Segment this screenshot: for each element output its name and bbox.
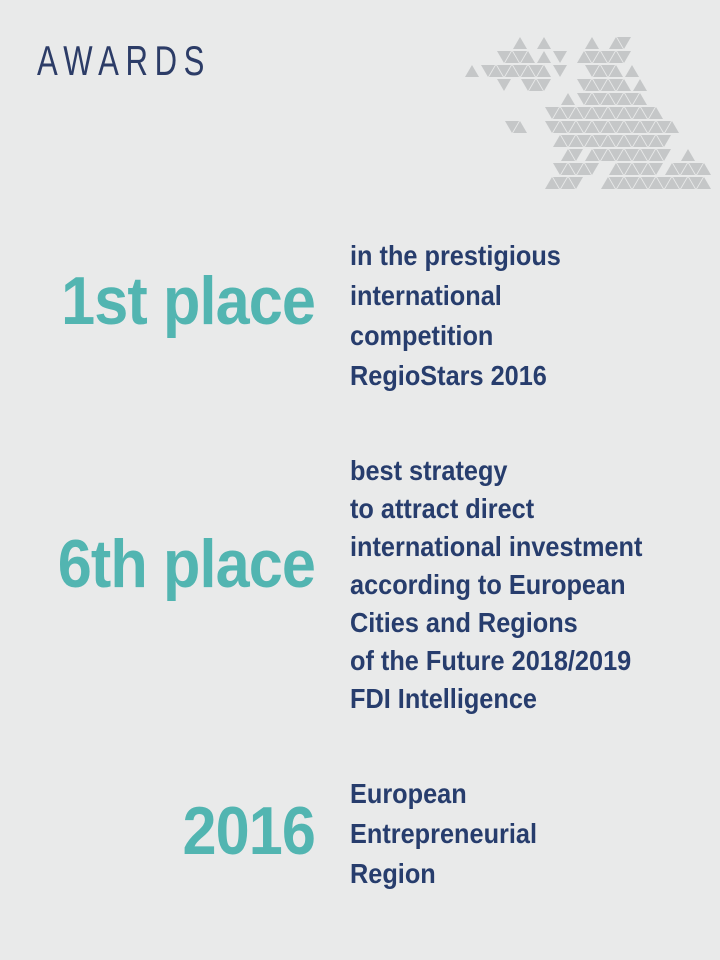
award-description: [350, 236, 561, 396]
triangle: [689, 177, 703, 189]
triangle: [665, 121, 679, 133]
description-line: according to European: [350, 569, 626, 600]
triangle: [577, 93, 591, 105]
triangle: [569, 177, 583, 189]
triangle: [577, 79, 591, 91]
triangle: [617, 149, 631, 161]
triangle: [585, 37, 599, 49]
triangle: [633, 93, 647, 105]
triangle: [529, 65, 543, 77]
triangle: [673, 163, 687, 175]
triangle: [545, 107, 559, 119]
triangle: [521, 51, 535, 63]
triangle: [545, 177, 559, 189]
triangle: [553, 121, 567, 133]
triangle: [665, 163, 679, 175]
triangle: [505, 121, 519, 133]
triangle: [609, 121, 623, 133]
triangle: [641, 121, 655, 133]
triangle: [633, 107, 647, 119]
description-line: European: [350, 778, 467, 809]
triangle: [553, 65, 567, 77]
triangle: [681, 177, 695, 189]
triangle: [649, 177, 663, 189]
triangle: [521, 79, 535, 91]
triangle: [625, 135, 639, 147]
triangle: [593, 51, 607, 63]
triangle: [609, 177, 623, 189]
triangle: [601, 121, 615, 133]
award-rank-label: 6th place: [57, 526, 315, 602]
triangle: [609, 149, 623, 161]
triangle: [601, 51, 615, 63]
triangle: [593, 93, 607, 105]
triangle: [585, 107, 599, 119]
triangle: [649, 163, 663, 175]
triangle: [585, 79, 599, 91]
triangle: [537, 51, 551, 63]
triangle: [617, 37, 631, 49]
triangle: [609, 79, 623, 91]
triangle-mosaic-icon: [0, 0, 720, 220]
triangle: [561, 149, 575, 161]
triangle: [585, 93, 599, 105]
triangle: [601, 177, 615, 189]
triangle: [497, 79, 511, 91]
triangle: [625, 107, 639, 119]
triangle: [617, 93, 631, 105]
triangle: [681, 149, 695, 161]
triangle: [497, 51, 511, 63]
description-line: competition: [350, 320, 494, 351]
award-description: [350, 452, 642, 718]
triangle: [649, 149, 663, 161]
triangle: [529, 79, 543, 91]
triangle: [625, 93, 639, 105]
triangle: [561, 135, 575, 147]
triangle: [537, 79, 551, 91]
triangle: [593, 135, 607, 147]
triangle: [569, 107, 583, 119]
triangle: [633, 121, 647, 133]
triangle: [697, 177, 711, 189]
description-line: in the prestigious: [350, 240, 561, 271]
triangle: [465, 65, 479, 77]
triangle: [617, 107, 631, 119]
triangle: [577, 51, 591, 63]
triangle: [633, 79, 647, 91]
triangle: [553, 135, 567, 147]
triangle: [569, 135, 583, 147]
triangle: [561, 93, 575, 105]
triangle: [593, 65, 607, 77]
triangle: [585, 121, 599, 133]
triangle: [625, 163, 639, 175]
triangle: [681, 163, 695, 175]
triangle: [537, 37, 551, 49]
triangle: [561, 177, 575, 189]
triangle: [617, 51, 631, 63]
triangle: [513, 121, 527, 133]
triangle: [569, 121, 583, 133]
triangle: [617, 177, 631, 189]
triangle: [585, 149, 599, 161]
triangle: [513, 51, 527, 63]
triangle: [553, 177, 567, 189]
triangle: [481, 65, 495, 77]
triangle: [609, 135, 623, 147]
description-line: Cities and Regions: [350, 607, 578, 638]
triangle: [697, 163, 711, 175]
triangle: [585, 51, 599, 63]
triangle: [633, 149, 647, 161]
triangle: [625, 121, 639, 133]
triangle: [497, 65, 511, 77]
triangle: [593, 149, 607, 161]
triangle: [513, 65, 527, 77]
triangle: [577, 107, 591, 119]
triangle: [689, 163, 703, 175]
description-line: Region: [350, 858, 436, 889]
description-line: FDI Intelligence: [350, 683, 537, 714]
description-line: to attract direct: [350, 493, 535, 524]
description-line: Entrepreneurial: [350, 818, 538, 849]
triangle: [609, 93, 623, 105]
triangle: [657, 121, 671, 133]
triangle: [625, 149, 639, 161]
triangle: [585, 65, 599, 77]
triangle: [601, 149, 615, 161]
triangle: [617, 135, 631, 147]
triangle: [625, 65, 639, 77]
description-line: of the Future 2018/2019: [350, 645, 632, 676]
triangle: [609, 51, 623, 63]
triangle: [537, 65, 551, 77]
triangle: [617, 79, 631, 91]
triangle: [617, 121, 631, 133]
triangle: [649, 121, 663, 133]
triangle: [577, 121, 591, 133]
triangle: [649, 107, 663, 119]
triangle: [665, 177, 679, 189]
triangle: [609, 37, 623, 49]
triangle: [617, 163, 631, 175]
triangle: [641, 149, 655, 161]
triangle: [609, 163, 623, 175]
triangle: [657, 177, 671, 189]
triangle: [561, 163, 575, 175]
triangle: [641, 135, 655, 147]
triangle: [657, 135, 671, 147]
triangle: [633, 177, 647, 189]
award-description: [350, 774, 537, 894]
triangle: [593, 107, 607, 119]
triangle: [593, 121, 607, 133]
triangle: [489, 65, 503, 77]
triangle: [641, 177, 655, 189]
triangle: [513, 37, 527, 49]
description-line: international: [350, 280, 502, 311]
triangle: [601, 79, 615, 91]
triangle: [569, 149, 583, 161]
triangle: [633, 135, 647, 147]
triangle: [625, 177, 639, 189]
award-rank-label: 1st place: [61, 263, 315, 339]
triangle: [601, 93, 615, 105]
triangle: [561, 121, 575, 133]
triangle: [609, 107, 623, 119]
triangle: [593, 79, 607, 91]
triangle: [585, 135, 599, 147]
triangle: [657, 149, 671, 161]
triangle: [577, 135, 591, 147]
triangle: [553, 51, 567, 63]
triangle: [585, 163, 599, 175]
triangle: [545, 121, 559, 133]
triangle: [601, 65, 615, 77]
triangle: [561, 107, 575, 119]
description-line: RegioStars 2016: [350, 360, 547, 391]
triangle: [601, 135, 615, 147]
triangle: [601, 107, 615, 119]
triangle: [633, 163, 647, 175]
award-year-label: 2016: [182, 793, 315, 869]
triangle: [649, 135, 663, 147]
triangle: [505, 51, 519, 63]
description-line: best strategy: [350, 455, 508, 486]
triangle: [521, 65, 535, 77]
triangle: [673, 177, 687, 189]
triangle: [553, 107, 567, 119]
triangle: [553, 163, 567, 175]
description-line: international investment: [350, 531, 643, 562]
triangle: [569, 163, 583, 175]
triangle: [609, 65, 623, 77]
triangle: [641, 163, 655, 175]
triangle: [505, 65, 519, 77]
triangle: [577, 163, 591, 175]
triangle: [641, 107, 655, 119]
page-title: AWARDS: [37, 37, 212, 84]
